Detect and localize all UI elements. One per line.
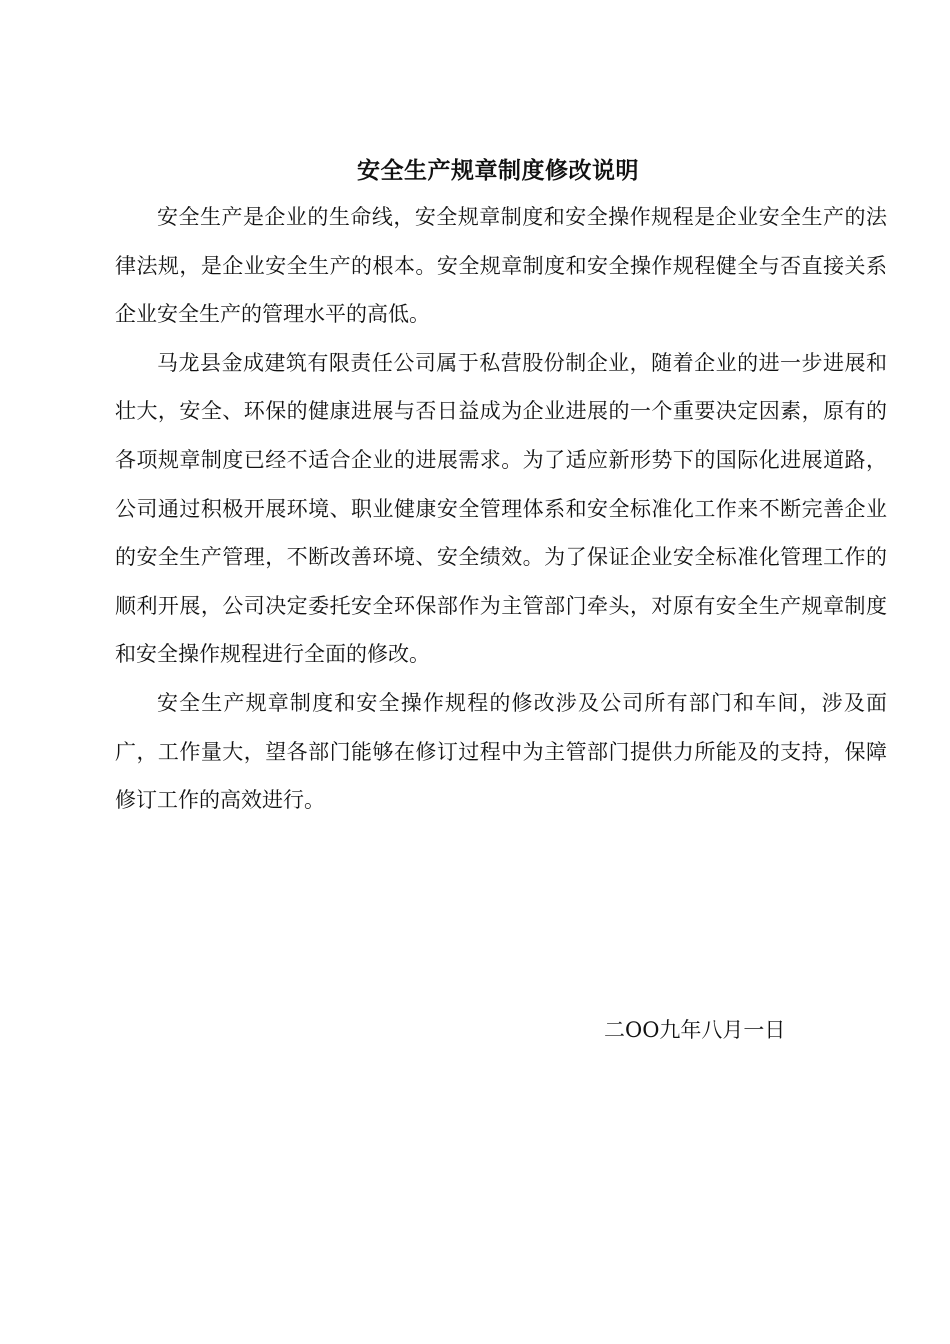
document-body	[115, 193, 887, 825]
document-title: 安全生产规章制度修改说明	[357, 157, 639, 184]
paragraph-2: 马龙县金成建筑有限责任公司属于私营股份制企业，随着企业的进一步进展和壮大，安全、环保的健康进展与否日益成为企业进展的一个重要决定因素，原有的各项规章制度已经不适合企业的进展需求。为了适应新形势下的国际化进展道路，公司通过积极开展环境、职业健康安全管理体系和安全标准化工作来不断完善企业的安全生产管理，不断改善环境、安全绩效。为了保证企业安全标准化管理工作的顺利开展，公司决定委托安全环保部作为主管部门牵头，对原有安全生产规章制度和安全操作规程进行全面的修改。	[115, 350, 887, 667]
document-date: 二OO九年八月一日	[604, 1018, 786, 1042]
paragraph-1: 安全生产是企业的生命线，安全规章制度和安全操作规程是企业安全生产的法律法规，是企业安全生产的根本。安全规章制度和安全操作规程健全与否直接关系企业安全生产的管理水平的高低。	[115, 205, 887, 327]
paragraph-3: 安全生产规章制度和安全操作规程的修改涉及公司所有部门和车间，涉及面广，工作量大，望各部门能够在修订过程中为主管部门提供力所能及的支持，保障修订工作的高效进行。	[115, 690, 887, 813]
